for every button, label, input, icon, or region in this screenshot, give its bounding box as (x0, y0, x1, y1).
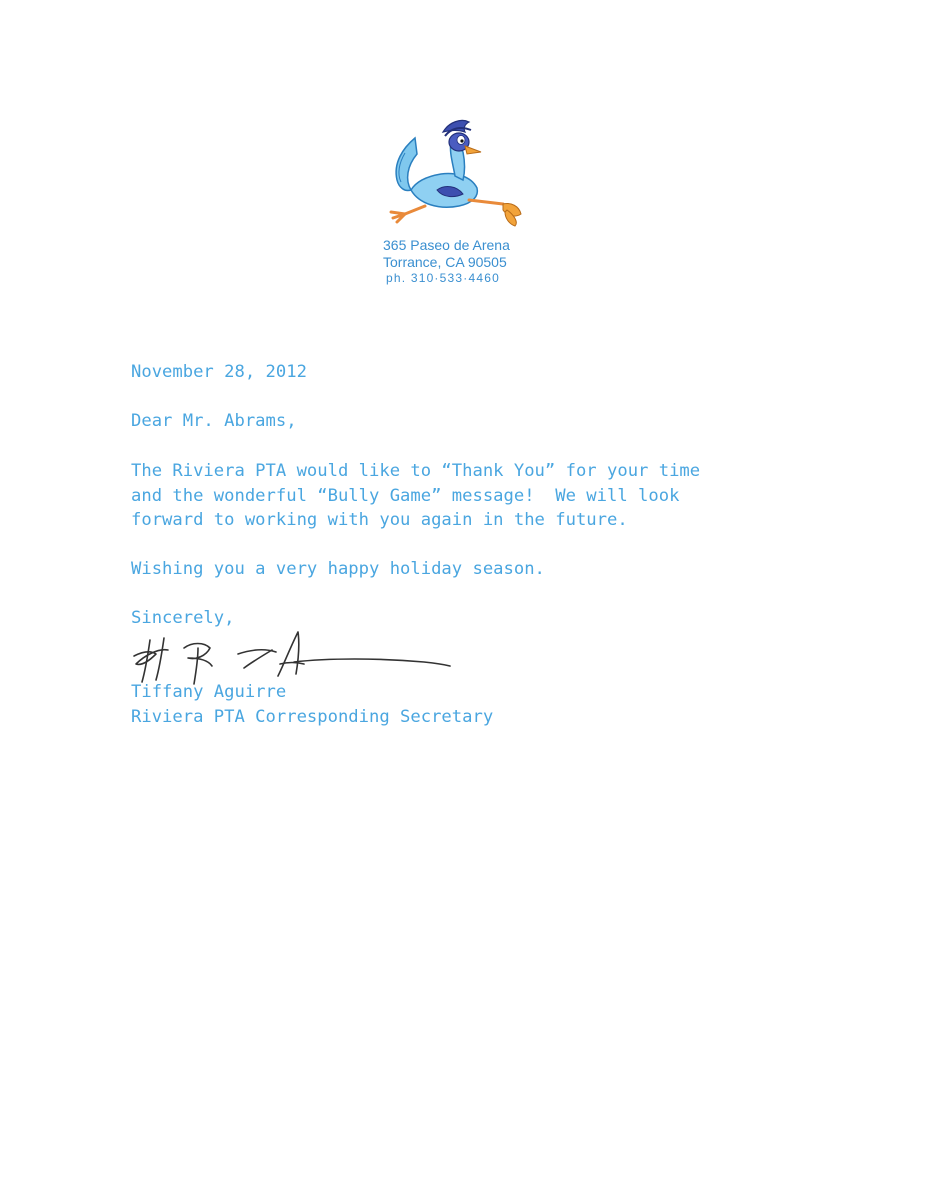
address-street: 365 Paseo de Arena (383, 237, 510, 253)
paragraph-line: The Riviera PTA would like to “Thank You” for your time (131, 461, 701, 481)
address-city: Torrance, CA 90505 (383, 254, 507, 270)
paragraph-line: forward to working with you again in the future. (131, 510, 628, 530)
letterhead-address (383, 238, 510, 287)
letter-sign-off: Sincerely, (131, 608, 235, 628)
letter-salutation: Dear Mr. Abrams, (131, 411, 297, 431)
roadrunner-logo-icon (385, 118, 535, 230)
handwritten-signature-icon (128, 626, 458, 696)
letter-closing-wish: Wishing you a very happy holiday season. (131, 559, 545, 579)
letter-date: November 28, 2012 (131, 362, 307, 382)
signer-name: Tiffany Aguirre (131, 682, 287, 702)
letter-paragraph (131, 459, 700, 533)
address-phone: ph. 310·533·4460 (386, 271, 500, 285)
signer-title: Riviera PTA Corresponding Secretary (131, 707, 494, 727)
paragraph-line: and the wonderful “Bully Game” message! We will look (131, 485, 680, 506)
